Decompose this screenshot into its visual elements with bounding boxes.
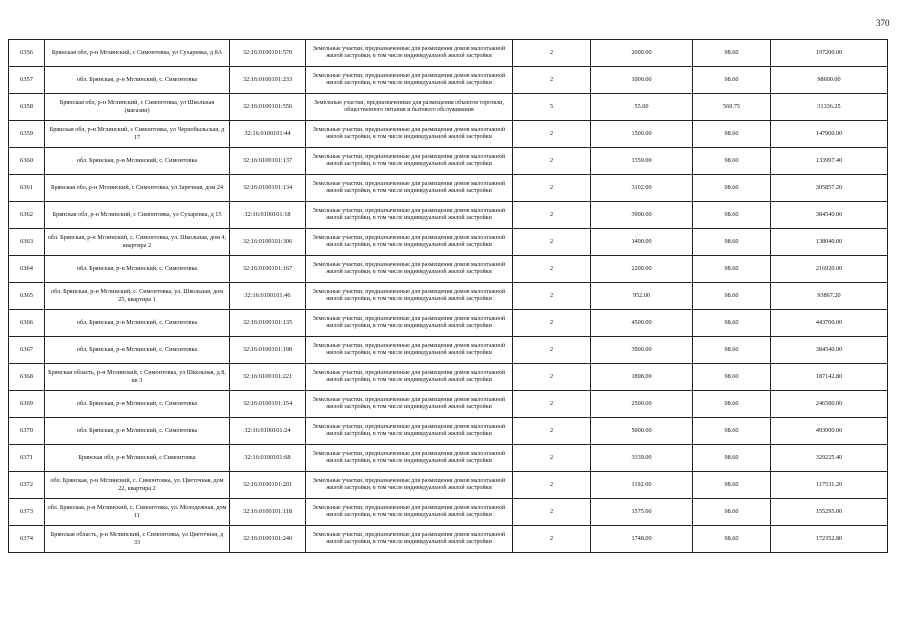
group-cell: 2 [513,364,591,391]
cadastral-number-cell: 32:16:0100101:68 [230,445,306,472]
land-use-cell: Земельные участки, предназначенные для размещения домов малоэтажной жилой застройки, в том числе индивидуальной жилой застройки [306,310,513,337]
cadastral-value-cell: 155295.00 [771,499,888,526]
area-cell: 2200.00 [591,256,693,283]
land-use-cell: Земельные участки, предназначенные для размещения домов малоэтажной жилой застройки, в том числе индивидуальной жилой застройки [306,445,513,472]
area-cell: 3900.00 [591,202,693,229]
area-cell: 4500.00 [591,310,693,337]
cadastral-number-cell: 32:16:0100101:134 [230,175,306,202]
cadastral-value-cell: 93867.20 [771,283,888,310]
table-row [9,202,888,229]
address-cell: обл. Брянская, р-н Мглинский, с. Симонтовка [45,418,230,445]
land-use-cell: Земельные участки, предназначенные для размещения домов малоэтажной жилой застройки, в том числе индивидуальной жилой застройки [306,526,513,553]
cadastral-number-cell: 32:16:0100101:556 [230,94,306,121]
cadastral-number-cell: 32:16:0100101:137 [230,148,306,175]
land-use-cell: Земельные участки, предназначенные для размещения домов малоэтажной жилой застройки, в том числе индивидуальной жилой застройки [306,40,513,67]
group-cell: 2 [513,499,591,526]
address-cell: Брянская обл, р-н Мглинский, с Симонтовка, ул Школьная (магазин) [45,94,230,121]
address-cell: Брянская обл, р-н Мглинский, с Симонтовка, ул Сухаревка, д 8А [45,40,230,67]
row-number-cell: 6373 [9,499,45,526]
cadastral-number-cell: 32:16:0100101:221 [230,364,306,391]
area-cell: 1898.00 [591,364,693,391]
area-cell: 1748.00 [591,526,693,553]
cadastral-value-cell: 329225.40 [771,445,888,472]
table-row [9,67,888,94]
cadastral-value-cell: 133997.40 [771,148,888,175]
group-cell: 2 [513,283,591,310]
address-cell: Брянская обл, р-н Мглинский, с Симонтовка, ул Чернобыльская, д 17 [45,121,230,148]
cadastral-value-cell: 197200.00 [771,40,888,67]
address-cell: обл. Брянская, р-н Мглинский, с. Симонтовка, ул. Школьная, дом 25, квартира 1 [45,283,230,310]
table-row [9,337,888,364]
table-row [9,256,888,283]
table-body [9,40,888,553]
cadastral-value-cell: 117531.20 [771,472,888,499]
cadastral-number-cell: 32:16:0100101:201 [230,472,306,499]
land-use-cell: Земельные участки, предназначенные для размещения домов малоэтажной жилой застройки, в том числе индивидуальной жилой застройки [306,175,513,202]
cadastral-value-cell: 384540.00 [771,202,888,229]
row-number-cell: 6360 [9,148,45,175]
area-cell: 2500.00 [591,391,693,418]
land-use-cell: Земельные участки, предназначенные для размещения домов малоэтажной жилой застройки, в том числе индивидуальной жилой застройки [306,364,513,391]
land-use-cell: Земельные участки, предназначенные для размещения домов малоэтажной жилой застройки, в том числе индивидуальной жилой застройки [306,148,513,175]
rate-cell: 98.60 [693,67,771,94]
area-cell: 5000.00 [591,418,693,445]
table-row [9,391,888,418]
group-cell: 2 [513,418,591,445]
row-number-cell: 6367 [9,337,45,364]
rate-cell: 98.60 [693,499,771,526]
row-number-cell: 6369 [9,391,45,418]
land-use-cell: Земельные участки, предназначенные для размещения домов малоэтажной жилой застройки, в том числе индивидуальной жилой застройки [306,418,513,445]
table-row [9,94,888,121]
cadastral-number-cell: 32:16:0100101:24 [230,418,306,445]
group-cell: 2 [513,40,591,67]
table-row [9,229,888,256]
address-cell: обл. Брянская, р-н Мглинский, с. Симонтовка [45,310,230,337]
area-cell: 1192.00 [591,472,693,499]
land-use-cell: Земельные участки, предназначенные для размещения домов малоэтажной жилой застройки, в том числе индивидуальной жилой застройки [306,499,513,526]
cadastral-number-cell: 32:16:0100101:18 [230,202,306,229]
cadastral-number-cell: 32:16:0100101:46 [230,283,306,310]
cadastral-table [8,39,888,553]
row-number-cell: 6358 [9,94,45,121]
row-number-cell: 6356 [9,40,45,67]
area-cell: 1575.00 [591,499,693,526]
cadastral-value-cell: 31336.25 [771,94,888,121]
group-cell: 2 [513,472,591,499]
rate-cell: 98.60 [693,418,771,445]
cadastral-value-cell: 187142.80 [771,364,888,391]
group-cell: 2 [513,175,591,202]
cadastral-value-cell: 98600.00 [771,67,888,94]
area-cell: 3339.00 [591,445,693,472]
rate-cell: 98.60 [693,175,771,202]
cadastral-number-cell: 32:16:0100101:154 [230,391,306,418]
cadastral-number-cell: 32:16:0100101:167 [230,256,306,283]
rate-cell: 98.60 [693,526,771,553]
rate-cell: 569.75 [693,94,771,121]
land-use-cell: Земельные участки, предназначенные для размещения домов малоэтажной жилой застройки, в том числе индивидуальной жилой застройки [306,256,513,283]
area-cell: 952.00 [591,283,693,310]
page-number: 370 [876,18,890,28]
address-cell: Брянская область, р-н Мглинский, с Симонтовка, ул Школьная, д 8, кв 3 [45,364,230,391]
address-cell: Брянская обл, р-н Мглинский, с Симонтовка [45,445,230,472]
rate-cell: 98.60 [693,472,771,499]
row-number-cell: 6371 [9,445,45,472]
cadastral-value-cell: 172352.80 [771,526,888,553]
land-use-cell: Земельные участки, предназначенные для размещения домов малоэтажной жилой застройки, в том числе индивидуальной жилой застройки [306,229,513,256]
table-row [9,499,888,526]
address-cell: обл. Брянская, р-н Мглинский, с. Симонтовка [45,337,230,364]
address-cell: обл. Брянская, р-н Мглинский, с. Симонтовка [45,391,230,418]
rate-cell: 98.60 [693,283,771,310]
rate-cell: 98.60 [693,337,771,364]
group-cell: 2 [513,310,591,337]
area-cell: 1400.00 [591,229,693,256]
rate-cell: 98.60 [693,40,771,67]
group-cell: 2 [513,445,591,472]
row-number-cell: 6372 [9,472,45,499]
table-row [9,418,888,445]
rate-cell: 98.60 [693,229,771,256]
table-row [9,526,888,553]
group-cell: 2 [513,256,591,283]
area-cell: 3900.00 [591,337,693,364]
table-row [9,283,888,310]
address-cell: обл. Брянская, р-н Мглинский, с. Симонтовка [45,67,230,94]
rate-cell: 98.60 [693,148,771,175]
cadastral-number-cell: 32:16:0100101:306 [230,229,306,256]
row-number-cell: 6365 [9,283,45,310]
row-number-cell: 6368 [9,364,45,391]
row-number-cell: 6362 [9,202,45,229]
table-row [9,445,888,472]
row-number-cell: 6374 [9,526,45,553]
group-cell: 2 [513,229,591,256]
row-number-cell: 6357 [9,67,45,94]
land-use-cell: Земельные участки, предназначенные для размещения домов малоэтажной жилой застройки, в том числе индивидуальной жилой застройки [306,337,513,364]
group-cell: 2 [513,202,591,229]
land-use-cell: Земельные участки, предназначенные для размещения домов малоэтажной жилой застройки, в том числе индивидуальной жилой застройки [306,391,513,418]
area-cell: 3102.00 [591,175,693,202]
area-cell: 2000.00 [591,40,693,67]
cadastral-value-cell: 443700.00 [771,310,888,337]
row-number-cell: 6366 [9,310,45,337]
rate-cell: 98.60 [693,445,771,472]
table-row [9,364,888,391]
row-number-cell: 6363 [9,229,45,256]
cadastral-value-cell: 305857.20 [771,175,888,202]
table-row [9,310,888,337]
cadastral-number-cell: 32:16:0100101:240 [230,526,306,553]
address-cell: обл. Брянская, р-н Мглинский, с. Симонтовка, ул. Школьная, дом 4, квартира 2 [45,229,230,256]
rate-cell: 98.60 [693,256,771,283]
cadastral-number-cell: 32:16:0100101:135 [230,310,306,337]
row-number-cell: 6364 [9,256,45,283]
land-use-cell: Земельные участки, предназначенные для размещения домов малоэтажной жилой застройки, в том числе индивидуальной жилой застройки [306,121,513,148]
group-cell: 2 [513,337,591,364]
cadastral-value-cell: 147900.00 [771,121,888,148]
group-cell: 2 [513,526,591,553]
land-use-cell: Земельные участки, предназначенные для размещения домов малоэтажной жилой застройки, в том числе индивидуальной жилой застройки [306,202,513,229]
address-cell: Брянская обл, р-н Мглинский, с Симонтовка, ул Сухаревка, д 15 [45,202,230,229]
land-use-cell: Земельные участки, предназначенные для размещения домов малоэтажной жилой застройки, в том числе индивидуальной жилой застройки [306,67,513,94]
rate-cell: 98.60 [693,310,771,337]
cadastral-number-cell: 32:16:0100101:44 [230,121,306,148]
row-number-cell: 6361 [9,175,45,202]
address-cell: обл. Брянская, р-н Мглинский, с. Симонтовка [45,256,230,283]
cadastral-number-cell: 32:16:0100101:570 [230,40,306,67]
row-number-cell: 6359 [9,121,45,148]
group-cell: 5 [513,94,591,121]
table-row [9,175,888,202]
rate-cell: 98.60 [693,202,771,229]
cadastral-value-cell: 246500.00 [771,391,888,418]
area-cell: 1359.00 [591,148,693,175]
land-use-cell: Земельные участки, предназначенные для размещения домов малоэтажной жилой застройки, в том числе индивидуальной жилой застройки [306,283,513,310]
cadastral-value-cell: 384540.00 [771,337,888,364]
area-cell: 1500.00 [591,121,693,148]
rate-cell: 98.60 [693,391,771,418]
rate-cell: 98.60 [693,364,771,391]
group-cell: 2 [513,121,591,148]
address-cell: обл. Брянская, р-н Мглинский, с. Симонтовка, ул. Молодежная, дом 11 [45,499,230,526]
address-cell: обл. Брянская, р-н Мглинский, с. Симонтовка, ул. Цветочная, дом 22, квартира 2 [45,472,230,499]
group-cell: 2 [513,391,591,418]
area-cell: 55.00 [591,94,693,121]
address-cell: Брянская обл, р-н Мглинский, с Симонтовка, ул Заречная, дом 24 [45,175,230,202]
table-row [9,472,888,499]
table-row [9,40,888,67]
cadastral-number-cell: 32:16:0100101:233 [230,67,306,94]
address-cell: обл. Брянская, р-н Мглинский, с. Симонтовка [45,148,230,175]
cadastral-number-cell: 32:16:0100101:198 [230,337,306,364]
land-use-cell: Земельные участки, предназначенные для размещения домов малоэтажной жилой застройки, в том числе индивидуальной жилой застройки [306,472,513,499]
group-cell: 2 [513,148,591,175]
address-cell: Брянская область, р-н Мглинский, с Симонтовка, ул Цветочная, д 33 [45,526,230,553]
table-row [9,148,888,175]
group-cell: 2 [513,67,591,94]
cadastral-value-cell: 493000.00 [771,418,888,445]
land-use-cell: Земельные участки, предназначенные для размещения объектов торговли, общественного питания и бытового обслуживания [306,94,513,121]
cadastral-value-cell: 138040.00 [771,229,888,256]
table-row [9,121,888,148]
cadastral-number-cell: 32:16:0100101:118 [230,499,306,526]
row-number-cell: 6370 [9,418,45,445]
cadastral-value-cell: 216920.00 [771,256,888,283]
rate-cell: 98.60 [693,121,771,148]
area-cell: 1000.00 [591,67,693,94]
